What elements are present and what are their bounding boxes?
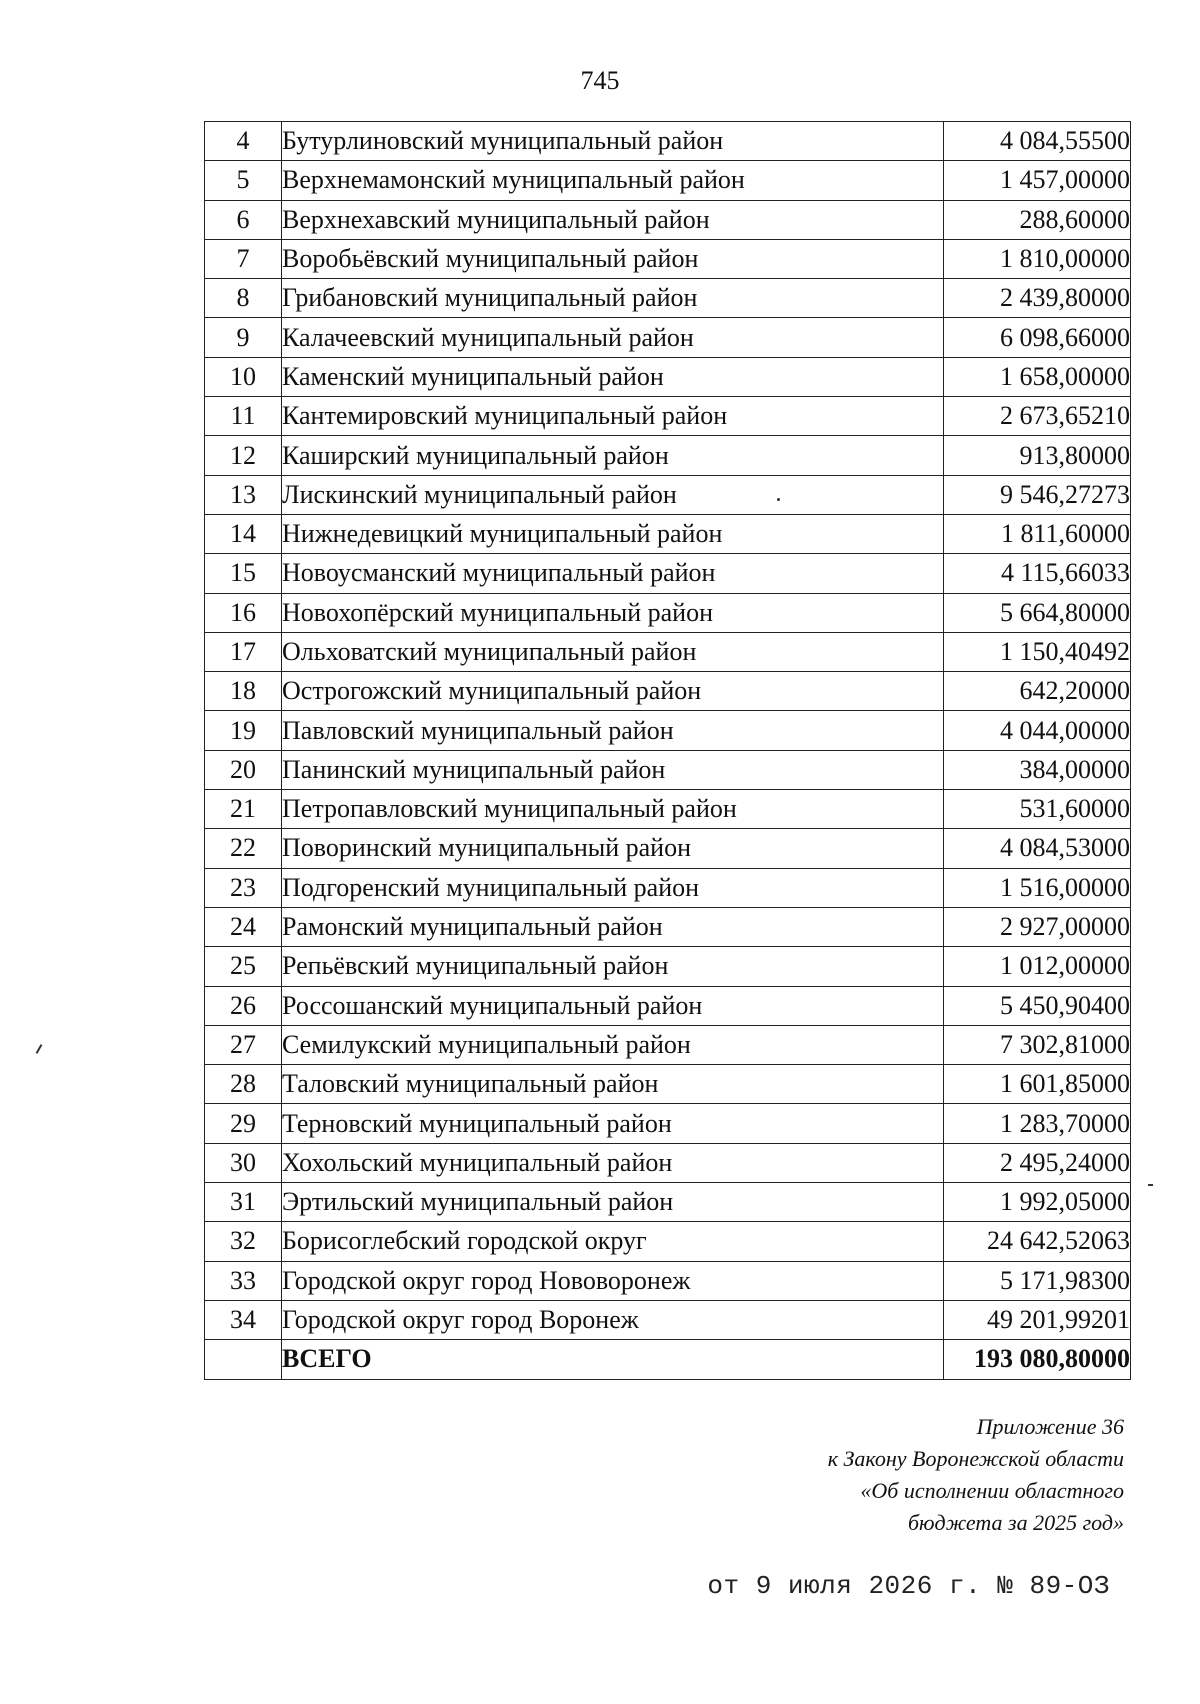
- table-row: [205, 357, 1131, 396]
- table-row: [205, 947, 1131, 986]
- row-value: 4 044,00000: [944, 711, 1131, 750]
- row-name: Верхнехавский муниципальный район: [282, 200, 944, 239]
- table-row: [205, 475, 1131, 514]
- row-number: 4: [205, 122, 282, 161]
- row-number: 19: [205, 711, 282, 750]
- table-row: [205, 711, 1131, 750]
- row-name: Грибановский муниципальный район: [282, 279, 944, 318]
- row-name: Каменский муниципальный район: [282, 357, 944, 396]
- row-name: Терновский муниципальный район: [282, 1104, 944, 1143]
- row-name: Лискинский муниципальный район: [282, 475, 944, 514]
- row-value: 24 642,52063: [944, 1222, 1131, 1261]
- row-number: 23: [205, 868, 282, 907]
- row-number: 16: [205, 593, 282, 632]
- table-row: [205, 1143, 1131, 1182]
- row-number: 12: [205, 436, 282, 475]
- table-row: [205, 279, 1131, 318]
- appendix-law-title-2: бюджета за 2025 год»: [907, 1510, 1124, 1535]
- row-value: 2 927,00000: [944, 907, 1131, 946]
- table-row: [205, 593, 1131, 632]
- row-value: 1 601,85000: [944, 1065, 1131, 1104]
- row-number: 32: [205, 1222, 282, 1261]
- row-name: Нижнедевицкий муниципальный район: [282, 514, 944, 553]
- row-number: 28: [205, 1065, 282, 1104]
- total-label: ВСЕГО: [282, 1340, 944, 1379]
- row-name: Подгоренский муниципальный район: [282, 868, 944, 907]
- row-number: 27: [205, 1025, 282, 1064]
- table-row: [205, 672, 1131, 711]
- row-value: 5 450,90400: [944, 986, 1131, 1025]
- scan-mark: [36, 1044, 43, 1054]
- row-name: Борисоглебский городской округ: [282, 1222, 944, 1261]
- row-value: 5 171,98300: [944, 1261, 1131, 1300]
- row-name: Городской округ город Воронеж: [282, 1300, 944, 1339]
- table-row: [205, 1222, 1131, 1261]
- budget-table: [204, 121, 1131, 1380]
- table-row: [205, 750, 1131, 789]
- row-name: Эртильский муниципальный район: [282, 1183, 944, 1222]
- row-name: Россошанский муниципальный район: [282, 986, 944, 1025]
- row-number: 15: [205, 554, 282, 593]
- row-value: 4 084,53000: [944, 829, 1131, 868]
- row-number: 17: [205, 632, 282, 671]
- row-value: 1 457,00000: [944, 161, 1131, 200]
- row-name: Новохопёрский муниципальный район: [282, 593, 944, 632]
- row-name: Городской округ город Нововоронеж: [282, 1261, 944, 1300]
- row-value: 642,20000: [944, 672, 1131, 711]
- table-row: [205, 1261, 1131, 1300]
- row-number: 22: [205, 829, 282, 868]
- row-name: Рамонский муниципальный район: [282, 907, 944, 946]
- row-value: 1 658,00000: [944, 357, 1131, 396]
- table-row: [205, 436, 1131, 475]
- row-number: 21: [205, 790, 282, 829]
- row-number: 7: [205, 239, 282, 278]
- table-row: [205, 907, 1131, 946]
- row-number: 33: [205, 1261, 282, 1300]
- row-value: 913,80000: [944, 436, 1131, 475]
- table-row: [205, 829, 1131, 868]
- row-value: 2 439,80000: [944, 279, 1131, 318]
- table-row: [205, 318, 1131, 357]
- row-value: 4 084,55500: [944, 122, 1131, 161]
- row-number: 13: [205, 475, 282, 514]
- table-row: [205, 1025, 1131, 1064]
- row-value: 6 098,66000: [944, 318, 1131, 357]
- row-number: 30: [205, 1143, 282, 1182]
- appendix-title: Приложение 36: [976, 1414, 1124, 1439]
- table-row: [205, 161, 1131, 200]
- row-name: Калачеевский муниципальный район: [282, 318, 944, 357]
- row-number: 8: [205, 279, 282, 318]
- table-row: [205, 554, 1131, 593]
- law-date-number: от 9 июля 2026 г. № 89-ОЗ: [707, 1571, 1110, 1601]
- row-number: 6: [205, 200, 282, 239]
- row-value: 288,60000: [944, 200, 1131, 239]
- table-row: [205, 122, 1131, 161]
- row-number: 29: [205, 1104, 282, 1143]
- budget-table-body: [205, 122, 1131, 1340]
- table-row: [205, 632, 1131, 671]
- row-number: 5: [205, 161, 282, 200]
- row-name: Верхнемамонский муниципальный район: [282, 161, 944, 200]
- row-name: Бутурлиновский муниципальный район: [282, 122, 944, 161]
- row-name: Панинский муниципальный район: [282, 750, 944, 789]
- table-row: [205, 200, 1131, 239]
- row-value: 7 302,81000: [944, 1025, 1131, 1064]
- appendix-law-reference: к Закону Воронежской области: [827, 1446, 1124, 1471]
- table-row: [205, 1065, 1131, 1104]
- row-name: Новоусманский муниципальный район: [282, 554, 944, 593]
- row-value: 4 115,66033: [944, 554, 1131, 593]
- row-number: 25: [205, 947, 282, 986]
- row-name: Репьёвский муниципальный район: [282, 947, 944, 986]
- row-value: 9 546,27273: [944, 475, 1131, 514]
- scan-mark: [1148, 1184, 1153, 1186]
- row-name: Каширский муниципальный район: [282, 436, 944, 475]
- total-number-cell: [205, 1340, 282, 1379]
- row-name: Ольховатский муниципальный район: [282, 632, 944, 671]
- row-name: Кантемировский муниципальный район: [282, 397, 944, 436]
- row-value: 1 992,05000: [944, 1183, 1131, 1222]
- row-name: Острогожский муниципальный район: [282, 672, 944, 711]
- row-name: Хохольский муниципальный район: [282, 1143, 944, 1182]
- row-number: 10: [205, 357, 282, 396]
- row-value: 384,00000: [944, 750, 1131, 789]
- table-row: [205, 1300, 1131, 1339]
- row-number: 9: [205, 318, 282, 357]
- page-number: 745: [580, 66, 620, 95]
- total-row: [205, 1340, 1131, 1379]
- row-value: 1 516,00000: [944, 868, 1131, 907]
- row-name: Семилукский муниципальный район: [282, 1025, 944, 1064]
- table-row: [205, 790, 1131, 829]
- row-value: 1 810,00000: [944, 239, 1131, 278]
- row-name: Петропавловский муниципальный район: [282, 790, 944, 829]
- row-value: 5 664,80000: [944, 593, 1131, 632]
- row-number: 20: [205, 750, 282, 789]
- table-row: [205, 1104, 1131, 1143]
- table-row: [205, 397, 1131, 436]
- row-number: 26: [205, 986, 282, 1025]
- row-name: Павловский муниципальный район: [282, 711, 944, 750]
- row-value: 1 283,70000: [944, 1104, 1131, 1143]
- scan-mark: [777, 498, 780, 501]
- appendix-law-title-1: «Об исполнении областного: [860, 1478, 1124, 1503]
- row-value: 1 150,40492: [944, 632, 1131, 671]
- table-row: [205, 1183, 1131, 1222]
- row-value: 49 201,99201: [944, 1300, 1131, 1339]
- row-value: 1 811,60000: [944, 514, 1131, 553]
- table-row: [205, 986, 1131, 1025]
- row-value: 1 012,00000: [944, 947, 1131, 986]
- row-value: 2 673,65210: [944, 397, 1131, 436]
- table-row: [205, 868, 1131, 907]
- table-row: [205, 239, 1131, 278]
- row-name: Поворинский муниципальный район: [282, 829, 944, 868]
- row-name: Воробьёвский муниципальный район: [282, 239, 944, 278]
- row-number: 34: [205, 1300, 282, 1339]
- row-value: 531,60000: [944, 790, 1131, 829]
- appendix-note: [828, 1411, 1124, 1539]
- row-number: 24: [205, 907, 282, 946]
- row-number: 18: [205, 672, 282, 711]
- total-value: 193 080,80000: [944, 1340, 1131, 1379]
- row-number: 31: [205, 1183, 282, 1222]
- table-row: [205, 514, 1131, 553]
- row-value: 2 495,24000: [944, 1143, 1131, 1182]
- row-number: 11: [205, 397, 282, 436]
- row-number: 14: [205, 514, 282, 553]
- row-name: Таловский муниципальный район: [282, 1065, 944, 1104]
